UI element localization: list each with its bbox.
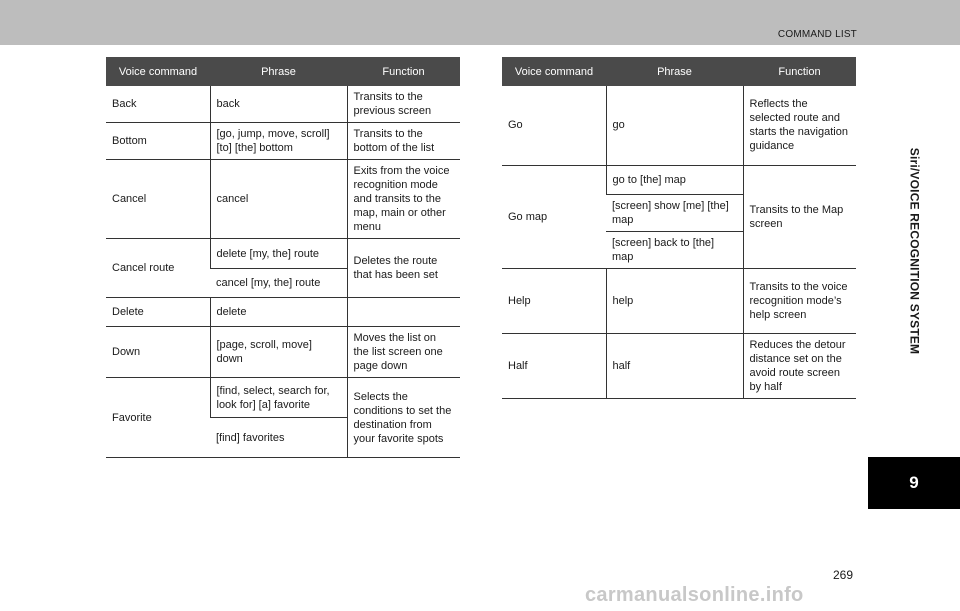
voice-command-cell: Cancel	[106, 160, 210, 239]
function-cell: Exits from the voice recognition mode and transits to the map, main or other menu	[347, 160, 460, 239]
phrase-cell: back	[210, 86, 347, 123]
function-cell: Deletes the route that has been set	[347, 239, 460, 298]
page-number: 269	[833, 568, 854, 582]
table-row	[502, 165, 856, 194]
table-row	[106, 378, 460, 418]
function-cell: Transits to the Map screen	[743, 165, 856, 268]
function-cell: Transits to the voice recognition mode’s help screen	[743, 268, 856, 333]
phrase-cell: cancel [my, the] route	[210, 269, 347, 298]
table-row	[502, 268, 856, 333]
voice-command-cell: Help	[502, 268, 606, 333]
table-row	[106, 298, 460, 327]
function-cell: Reduces the detour distance set on the avoid route screen by half	[743, 333, 856, 398]
phrase-cell: help	[606, 268, 743, 333]
chapter-side-label: Siri/VOICE RECOGNITION SYSTEM	[907, 147, 921, 355]
table-row	[106, 123, 460, 160]
column-header-phrase: Phrase	[210, 57, 347, 86]
chapter-number-tab: 9	[868, 457, 960, 509]
function-cell: Transits to the bottom of the list	[347, 123, 460, 160]
table-row	[502, 86, 856, 165]
function-cell	[347, 298, 460, 327]
command-table-left	[106, 57, 460, 458]
voice-command-cell: Delete	[106, 298, 210, 327]
phrase-cell: [find, select, search for, look for] [a] favorite	[210, 378, 347, 418]
table-row	[106, 327, 460, 378]
command-table-right	[502, 57, 856, 399]
watermark: carmanualsonline.info	[585, 584, 804, 606]
phrase-cell: [find] favorites	[210, 418, 347, 458]
table-row	[106, 239, 460, 269]
function-cell: Transits to the previous screen	[347, 86, 460, 123]
voice-command-cell: Half	[502, 333, 606, 398]
voice-command-cell: Bottom	[106, 123, 210, 160]
voice-command-cell: Cancel route	[106, 239, 210, 298]
voice-command-cell: Down	[106, 327, 210, 378]
table-row	[106, 160, 460, 239]
column-header-function: Function	[743, 57, 856, 86]
function-cell: Selects the conditions to set the destination from your favorite spots	[347, 378, 460, 458]
section-title: COMMAND LIST	[777, 29, 857, 40]
phrase-cell: delete [my, the] route	[210, 239, 347, 269]
phrase-cell: [screen] show [me] [the] map	[606, 194, 743, 231]
table-header	[106, 57, 460, 86]
column-header-function: Function	[347, 57, 460, 86]
phrase-cell: [go, jump, move, scroll] [to] [the] bottom	[210, 123, 347, 160]
column-header-voice-command: Voice command	[106, 57, 210, 86]
phrase-cell: go	[606, 86, 743, 165]
column-header-voice-command: Voice command	[502, 57, 606, 86]
function-cell: Moves the list on the list screen one page down	[347, 327, 460, 378]
phrase-cell: delete	[210, 298, 347, 327]
phrase-cell: [screen] back to [the] map	[606, 231, 743, 268]
phrase-cell: go to [the] map	[606, 165, 743, 194]
voice-command-cell: Back	[106, 86, 210, 123]
phrase-cell: half	[606, 333, 743, 398]
phrase-cell: [page, scroll, move] down	[210, 327, 347, 378]
table-row	[106, 86, 460, 123]
table-row	[502, 333, 856, 398]
phrase-cell: cancel	[210, 160, 347, 239]
function-cell: Reflects the selected route and starts the navigation guidance	[743, 86, 856, 165]
voice-command-cell: Favorite	[106, 378, 210, 458]
column-header-phrase: Phrase	[606, 57, 743, 86]
voice-command-cell: Go	[502, 86, 606, 165]
chapter-side-tab	[868, 45, 960, 457]
voice-command-cell: Go map	[502, 165, 606, 268]
table-header	[502, 57, 856, 86]
